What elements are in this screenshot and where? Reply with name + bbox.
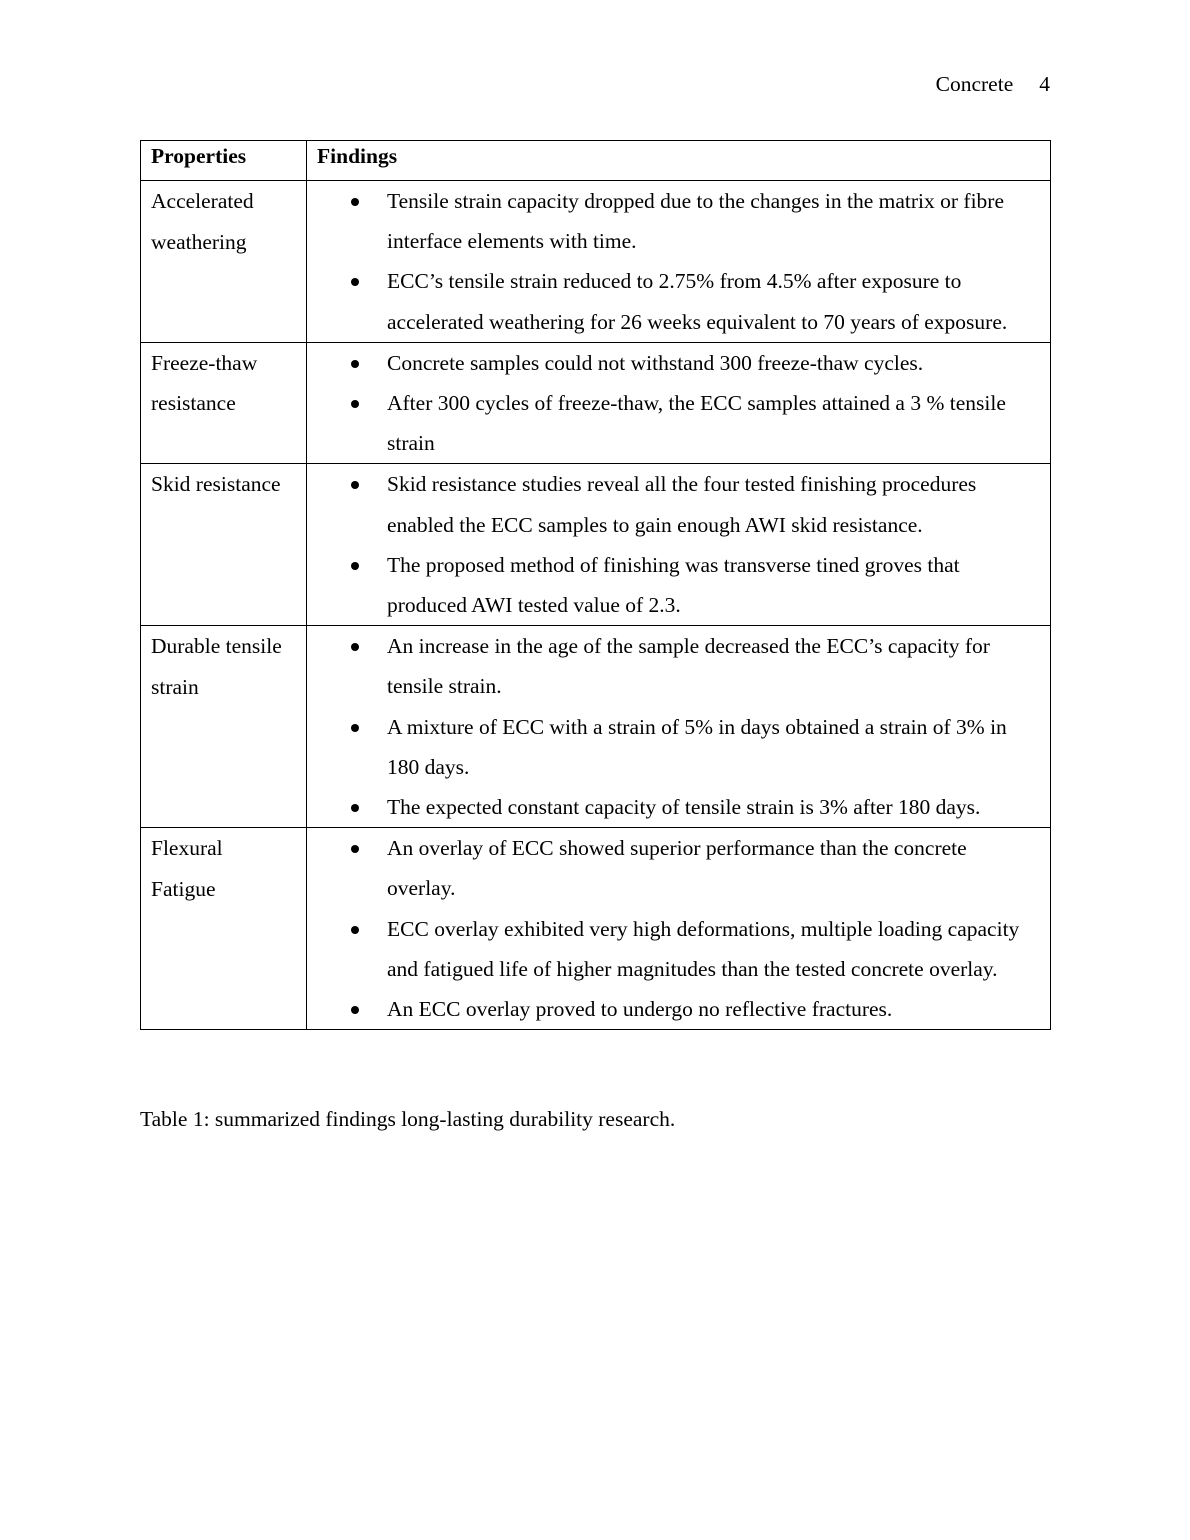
findings-table xyxy=(140,140,1051,1030)
running-title: Concrete xyxy=(935,72,1014,96)
findings-list xyxy=(307,343,1040,464)
finding-text: ECC overlay exhibited very high deformations, multiple loading capacity and fatigued life of higher magnitudes than the tested concrete overlay. xyxy=(387,916,1020,981)
property-line: Accelerated xyxy=(151,189,254,213)
property-line: Flexural xyxy=(151,836,223,861)
bullet-icon xyxy=(351,360,359,368)
finding-item xyxy=(307,545,1040,625)
finding-item xyxy=(307,343,1040,383)
property-cell xyxy=(141,828,307,1030)
table-row xyxy=(141,342,1051,464)
bullet-icon xyxy=(351,724,359,732)
finding-item xyxy=(307,261,1040,341)
property-line: Fatigue xyxy=(151,876,216,901)
column-header-properties: Properties xyxy=(141,141,307,181)
findings-cell xyxy=(307,464,1051,626)
table-row xyxy=(141,181,1051,343)
bullet-icon xyxy=(351,481,359,489)
finding-item xyxy=(307,383,1040,463)
finding-item xyxy=(307,909,1040,989)
bullet-icon xyxy=(351,926,359,934)
page-header xyxy=(936,70,1050,98)
property-cell xyxy=(141,181,307,343)
finding-text: ECC’s tensile strain reduced to 2.75% from 4.5% after exposure to accelerated weathering for 26 weeks equivalent to 70 years of exposure. xyxy=(387,269,1008,334)
table-caption: Table 1: summarized findings long-lasting durability research. xyxy=(140,1107,676,1131)
bullet-icon xyxy=(351,643,359,651)
finding-item xyxy=(307,181,1040,261)
property-line: Skid resistance xyxy=(151,472,281,497)
finding-item xyxy=(307,989,1040,1029)
finding-text: The expected constant capacity of tensile strain is 3% after 180 days. xyxy=(387,795,981,820)
property-line: Durable tensile xyxy=(151,634,282,659)
bullet-icon xyxy=(351,845,359,853)
finding-text: Concrete samples could not withstand 300 freeze-thaw cycles. xyxy=(387,350,924,375)
finding-text: An increase in the age of the sample decreased the ECC’s capacity for tensile strain. xyxy=(387,634,990,699)
findings-cell xyxy=(307,181,1051,343)
property-line: Freeze-thaw xyxy=(151,350,258,375)
table-row xyxy=(141,828,1051,1030)
finding-text: An overlay of ECC showed superior performance than the concrete overlay. xyxy=(387,836,967,901)
bullet-icon xyxy=(351,562,359,570)
bullet-icon xyxy=(351,400,359,408)
findings-cell xyxy=(307,342,1051,464)
property-line: strain xyxy=(151,674,199,699)
finding-text: Tensile strain capacity dropped due to the changes in the matrix or fibre interface elements with time. xyxy=(387,189,1005,254)
property-cell xyxy=(141,342,307,464)
findings-list xyxy=(307,828,1040,1029)
findings-list xyxy=(307,626,1040,827)
finding-item xyxy=(307,626,1040,706)
bullet-icon xyxy=(351,198,359,206)
column-header-findings: Findings xyxy=(307,141,1051,181)
table-row xyxy=(141,464,1051,626)
findings-cell xyxy=(307,626,1051,828)
table-header-row xyxy=(141,141,1051,181)
finding-text: An ECC overlay proved to undergo no reflective fractures. xyxy=(387,997,893,1022)
page-number: 4 xyxy=(1039,72,1050,96)
finding-item xyxy=(307,464,1040,544)
property-cell xyxy=(141,626,307,828)
finding-item xyxy=(307,828,1040,908)
table-row xyxy=(141,626,1051,828)
property-line: resistance xyxy=(151,391,236,416)
property-line: weathering xyxy=(151,229,247,254)
findings-list xyxy=(307,181,1040,342)
bullet-icon xyxy=(351,804,359,812)
findings-list xyxy=(307,464,1040,625)
finding-item xyxy=(307,707,1040,787)
bullet-icon xyxy=(351,1006,359,1014)
finding-text: The proposed method of finishing was transverse tined groves that produced AWI tested value of 2.3. xyxy=(387,552,960,618)
finding-item xyxy=(307,787,1040,827)
finding-text: Skid resistance studies reveal all the four tested finishing procedures enabled the ECC samples to gain enough AWI skid resistance. xyxy=(387,472,977,537)
findings-cell xyxy=(307,828,1051,1030)
finding-text: A mixture of ECC with a strain of 5% in days obtained a strain of 3% in 180 days. xyxy=(387,714,1007,779)
property-cell xyxy=(141,464,307,626)
bullet-icon xyxy=(351,278,359,286)
finding-text: After 300 cycles of freeze-thaw, the ECC samples attained a 3 % tensile strain xyxy=(387,391,1006,456)
